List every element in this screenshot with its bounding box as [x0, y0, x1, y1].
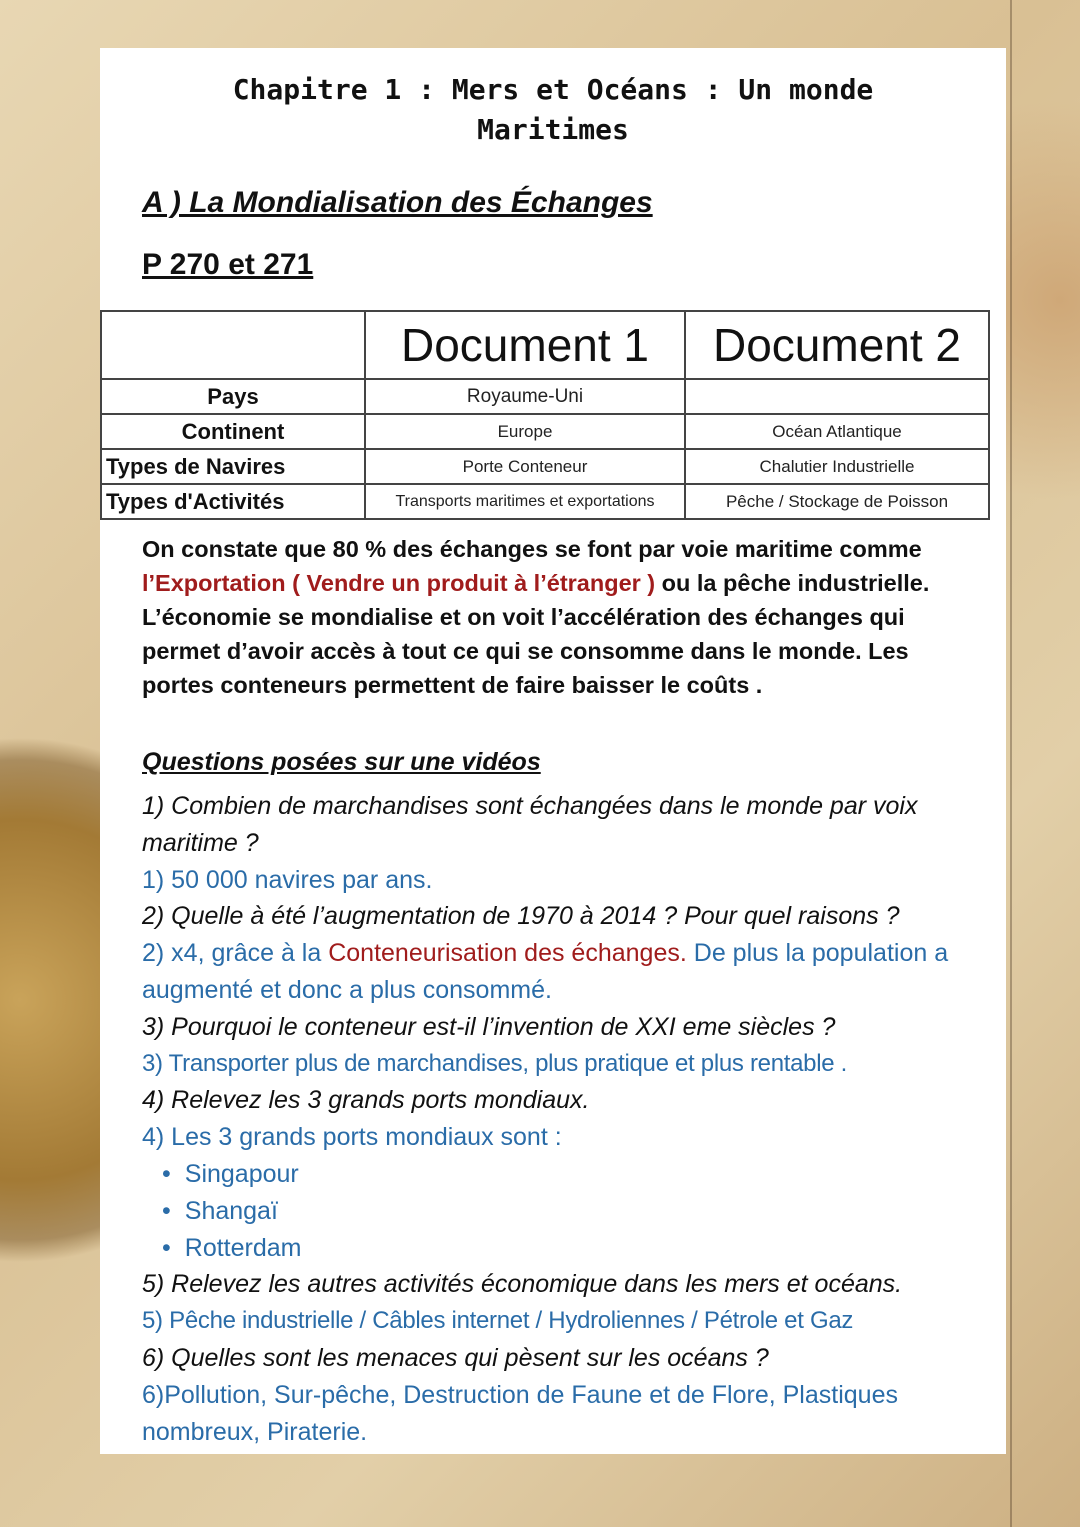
- questions-heading: Questions posées sur une vidéos: [142, 748, 541, 776]
- text: On constate que 80 % des échanges se font par voie maritime comme: [142, 536, 922, 562]
- list-item: • Singapour: [162, 1156, 992, 1193]
- question-6: 6) Quelles sont les menaces qui pèsent sur les océans ?: [142, 1343, 769, 1372]
- cell: Pêche / Stockage de Poisson: [685, 484, 989, 519]
- text: 2) x4, grâce à la: [142, 939, 329, 968]
- table-row: [101, 484, 989, 519]
- answer-6: 6)Pollution, Sur-pêche, Destruction de Faune et de Flore, Plastiques nombreux, Piraterie.: [142, 1380, 898, 1446]
- row-label: Types de Navires: [101, 449, 365, 484]
- documents-table: [100, 310, 990, 520]
- question-3: 3) Pourquoi le conteneur est-il l’invention de XXI eme siècles ?: [142, 1012, 836, 1041]
- header-empty: [101, 311, 365, 379]
- cell: Royaume-Uni: [365, 379, 685, 414]
- answer-3: 3) Transporter plus de marchandises, plus pratique et plus rentable .: [142, 1049, 848, 1077]
- table-header-row: [101, 311, 989, 379]
- question-5: 5) Relevez les autres activités économique dans les mers et océans.: [142, 1270, 903, 1299]
- title-line-2: Maritimes: [477, 113, 629, 146]
- text: ou la pêche industrielle. L’économie se mondialise et on voit l’accélération des échanges qui permet d’avoir accès à tout ce qui se consomme dans le monde. Les portes conteneurs permettent de faire baisser le coûts .: [142, 570, 930, 698]
- map-line-decoration: [1010, 0, 1070, 1527]
- table-row: [101, 449, 989, 484]
- question-4: 4) Relevez les 3 grands ports mondiaux.: [142, 1086, 590, 1115]
- answer-5: 5) Pêche industrielle / Câbles internet / Hydroliennes / Pétrole et Gaz: [142, 1307, 854, 1335]
- cell: Océan Atlantique: [685, 414, 989, 449]
- text: De plus la population a augmenté et donc a plus consommé.: [142, 939, 949, 1004]
- answer-1: 1) 50 000 navires par ans.: [142, 865, 433, 894]
- table-row: [101, 379, 989, 414]
- cell: Europe: [365, 414, 685, 449]
- header-document-1: Document 1: [365, 311, 685, 379]
- row-label: Continent: [101, 414, 365, 449]
- cell: Transports maritimes et exportations: [365, 484, 685, 519]
- list-item: • Rotterdam: [162, 1230, 992, 1267]
- page-reference: P 270 et 271: [142, 248, 314, 281]
- chapter-title: [100, 70, 1006, 150]
- cell: Chalutier Industrielle: [685, 449, 989, 484]
- questions-answers: [142, 788, 992, 1450]
- section-heading: A ) La Mondialisation des Échanges: [142, 186, 653, 219]
- list-item: • Shangaï: [162, 1193, 992, 1230]
- answer-2: [142, 935, 992, 1009]
- cell: Porte Conteneur: [365, 449, 685, 484]
- document-page: [100, 48, 1006, 1454]
- table-row: [101, 414, 989, 449]
- ports-list: [162, 1156, 992, 1266]
- question-1: 1) Combien de marchandises sont échangées dans le monde par voix maritime ?: [142, 792, 918, 857]
- row-label: Pays: [101, 379, 365, 414]
- question-2: 2) Quelle à été l’augmentation de 1970 à 2014 ? Pour quel raisons ?: [142, 902, 900, 931]
- summary-paragraph: [142, 532, 972, 702]
- title-line-1: Chapitre 1 : Mers et Océans : Un monde: [232, 73, 874, 106]
- cell: [685, 379, 989, 414]
- answer-4: 4) Les 3 grands ports mondiaux sont :: [142, 1123, 562, 1152]
- highlight-text: Conteneurisation des échanges.: [328, 939, 687, 968]
- header-document-2: Document 2: [685, 311, 989, 379]
- highlight-text: l’Exportation ( Vendre un produit à l’étranger ): [142, 570, 656, 596]
- row-label: Types d'Activités: [101, 484, 365, 519]
